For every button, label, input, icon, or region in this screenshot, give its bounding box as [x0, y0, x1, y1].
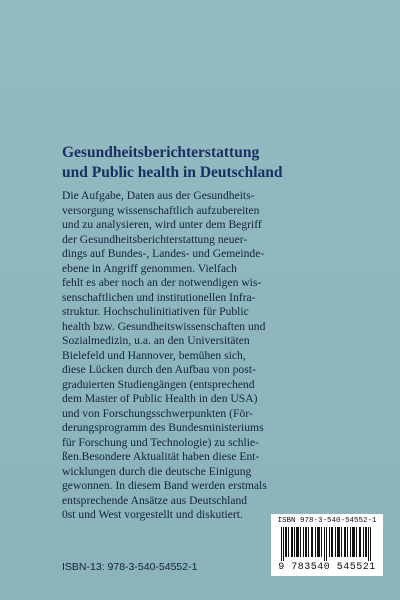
blurb-line: ebene in Angriff genommen. Vielfach [62, 261, 237, 275]
blurb-line: struktur. Hochschulinitiativen für Public [62, 305, 249, 318]
blurb-line: graduierten Studiengängen (entsprechend [62, 377, 255, 391]
blurb-line: fehlt es aber noch an der notwendigen wis- [62, 276, 262, 289]
blurb-line: der Gesundheitsberichterstattung neuer- [62, 232, 248, 246]
barcode [271, 514, 383, 576]
blurb-line: Bielefeld und Hannover, bemühen sich, [62, 348, 246, 362]
blurb-line: und von Forschungsschwerpunkten (För- [62, 406, 253, 420]
blurb-line: wicklungen durch die deutsche Einigung [62, 464, 252, 478]
blurb-text [62, 189, 362, 523]
blurb-line: Sozialmedizin, u.a. an den Universitäten [62, 334, 250, 347]
blurb-line: Die Aufgabe, Daten aus der Gesundheits- [62, 189, 255, 202]
book-title [62, 143, 382, 183]
blurb-line: dings auf Bundes-, Landes- und Gemeinde- [62, 247, 265, 260]
blurb-line: gewonnen. In diesem Band werden erstmals [62, 479, 267, 492]
blurb-line: 0st und West vorgestellt und diskutiert. [62, 508, 243, 521]
blurb-line: derungsprogramm des Bundesministeriums [62, 421, 264, 434]
isbn-text: ISBN-13: 978-3-540-54552-1 [62, 561, 198, 573]
blurb-line: diese Lücken durch den Aufbau von post- [62, 363, 256, 376]
blurb-line: ßen.Besondere Aktualität haben diese Ent- [62, 450, 260, 463]
title-line: und Public health in Deutschland [62, 164, 283, 181]
blurb-line: dem Master of Public Health in den USA) [62, 392, 258, 405]
blurb-line: health bzw. Gesundheitswissenschaften und [62, 319, 266, 333]
blurb-line: versorgung wissenschaftlich aufzubereiten [62, 203, 260, 217]
blurb-line: entsprechende Ansätze aus Deutschland [62, 493, 248, 507]
blurb-line: für Forschung und Technologie) zu schlie- [62, 435, 259, 449]
barcode-digits: 9 783540 545521 [278, 562, 376, 573]
blurb-line: und zu analysieren, wird unter dem Begriff [62, 218, 262, 231]
title-line: Gesundheitsberichterstattung [62, 144, 260, 161]
barcode-isbn-label: ISBN 978-3-540-54552-1 [277, 517, 377, 525]
barcode-bars-icon [275, 527, 379, 561]
blurb-line: senschaftlichen und institutionellen Infra- [62, 290, 256, 304]
